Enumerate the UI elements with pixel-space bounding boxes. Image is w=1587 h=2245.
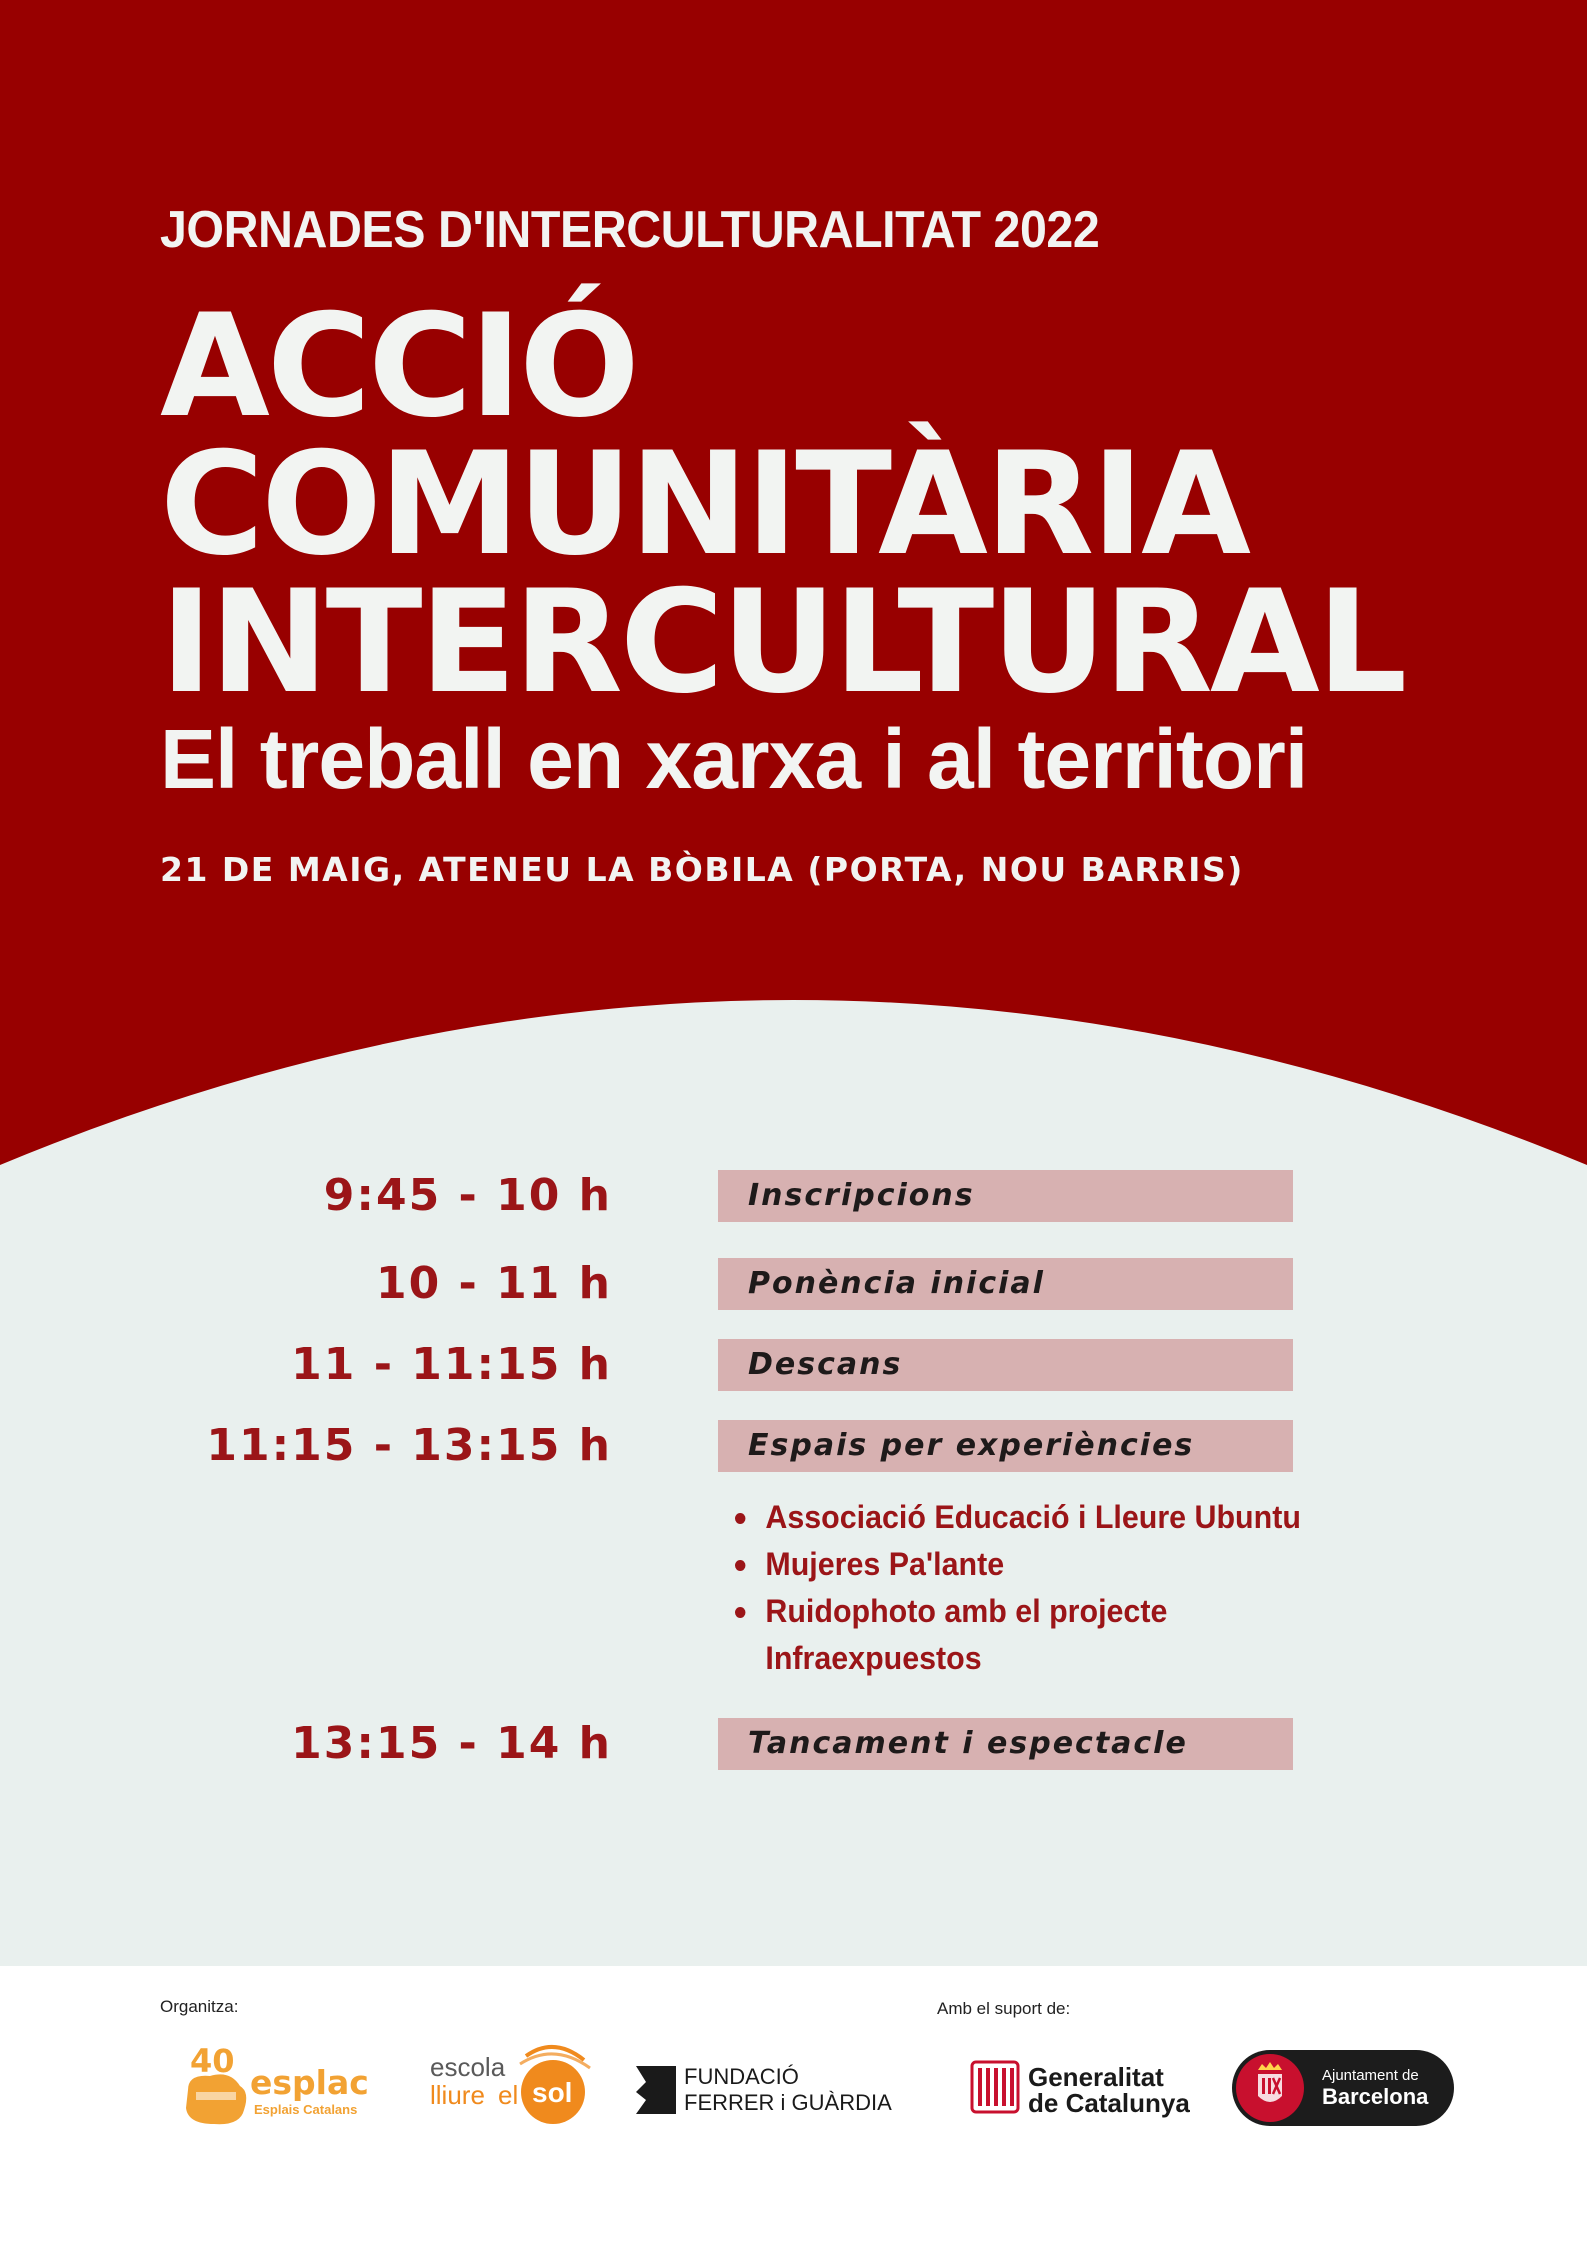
title-line: ACCIÓ <box>160 284 637 449</box>
event-series: JORNADES D'INTERCULTURALITAT 2022 <box>160 201 1100 259</box>
ajuntament-logo <box>1232 2050 1454 2126</box>
title-line: COMUNITÀRIA <box>160 422 1249 587</box>
schedule-label: Tancament i espectacle <box>748 1726 1188 1761</box>
ajuntament-line1: Ajuntament de <box>1322 2067 1419 2084</box>
experiences-list <box>735 1494 1331 1682</box>
schedule-label-box <box>718 1420 1293 1472</box>
schedule-row <box>0 1420 1587 1472</box>
organizers-label: Organitza: <box>160 1997 239 2016</box>
footer <box>0 1966 1587 2245</box>
list-item <box>735 1494 1301 1541</box>
schedule-row <box>0 1258 1587 1310</box>
schedule-row <box>0 1170 1587 1222</box>
schedule-time: 11 - 11:15 h <box>291 1339 612 1390</box>
escola-line1: escola <box>430 2052 506 2082</box>
list-item-text: Infraexpuestos <box>765 1640 982 1676</box>
schedule-label: Inscripcions <box>748 1178 975 1213</box>
list-item <box>735 1588 1301 1682</box>
escola-sol: sol <box>532 2077 573 2108</box>
esplac-tagline: Esplais Catalans <box>254 2102 358 2117</box>
schedule-row <box>0 1718 1587 1770</box>
esplac-logo <box>180 2040 380 2130</box>
schedule-time: 11:15 - 13:15 h <box>206 1420 612 1471</box>
schedule-label: Ponència inicial <box>748 1266 1045 1301</box>
schedule-row <box>0 1339 1587 1391</box>
schedule-label-box <box>718 1170 1293 1222</box>
schedule-label-box <box>718 1718 1293 1770</box>
support-label: Amb el suport de: <box>937 1999 1071 2018</box>
list-item <box>735 1541 1301 1588</box>
main-title <box>160 284 1460 725</box>
bullet-icon <box>735 1607 745 1618</box>
escola-el: el <box>498 2080 519 2110</box>
ferrer-line1: FUNDACIÓ <box>684 2064 799 2089</box>
bullet-icon <box>735 1560 745 1571</box>
schedule-time: 10 - 11 h <box>375 1258 612 1309</box>
generalitat-line1: Generalitat <box>1028 2062 1164 2092</box>
schedule-time: 13:15 - 14 h <box>291 1718 612 1769</box>
schedule-label-box <box>718 1258 1293 1310</box>
list-item-text: Associació Educació i Lleure Ubuntu <box>765 1499 1301 1535</box>
generalitat-logo <box>968 2058 1208 2118</box>
schedule-label: Descans <box>748 1347 903 1382</box>
title-line: INTERCULTURAL <box>160 560 1405 725</box>
date-location: 21 DE MAIG, ATENEU LA BÒBILA (PORTA, NOU BARRIS) <box>160 850 1244 889</box>
subtitle: El treball en xarxa i al territori <box>160 712 1308 806</box>
list-item-text: Mujeres Pa'lante <box>765 1546 1005 1582</box>
escola-lliure-el-sol-logo <box>428 2038 598 2130</box>
generalitat-line2: de Catalunya <box>1028 2088 1190 2118</box>
ferrer-line2: FERRER i GUÀRDIA <box>684 2090 892 2115</box>
header <box>160 200 1460 889</box>
ajuntament-line2: Barcelona <box>1322 2084 1429 2109</box>
esplac-number: 40 <box>190 2042 235 2080</box>
esplac-name: esplac <box>250 2063 369 2102</box>
bullet-icon <box>735 1513 745 1524</box>
fundacio-ferrer-logo <box>636 2062 896 2118</box>
schedule-time: 9:45 - 10 h <box>323 1170 612 1221</box>
escola-lliure: lliure <box>430 2080 485 2110</box>
schedule-label: Espais per experiències <box>748 1428 1195 1463</box>
schedule-label-box <box>718 1339 1293 1391</box>
list-item-text: Ruidophoto amb el projecte <box>765 1593 1168 1629</box>
